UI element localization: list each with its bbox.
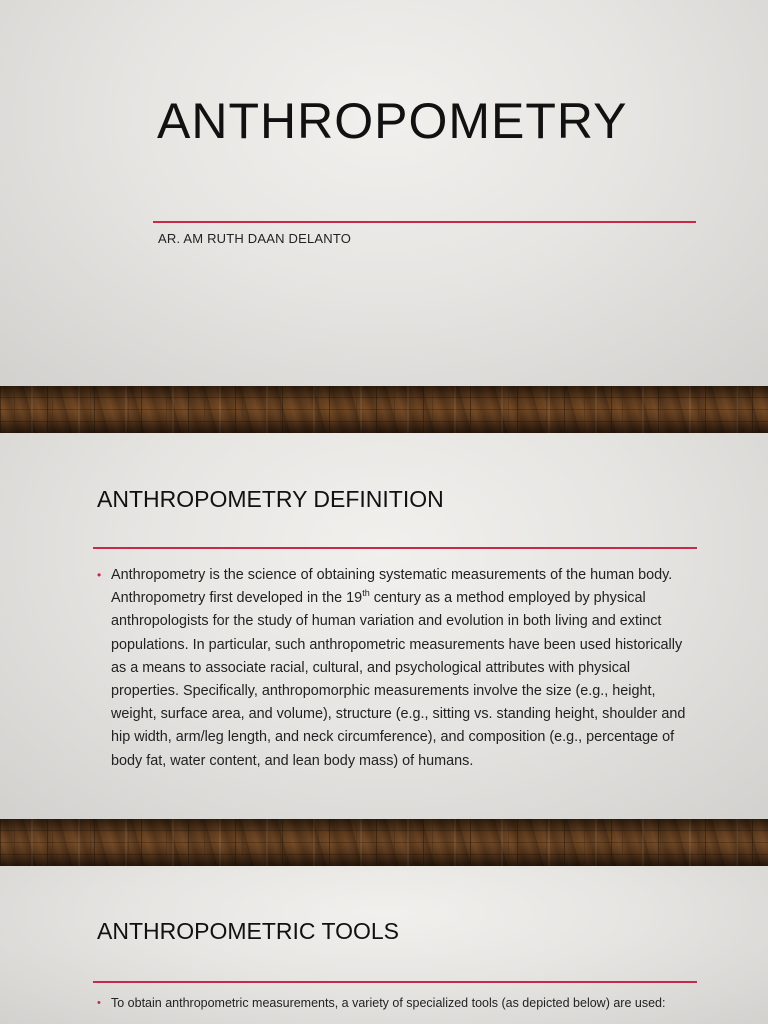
slide-title bbox=[0, 0, 768, 386]
slide-tools bbox=[0, 866, 768, 1024]
tools-text: To obtain anthropometric measurements, a variety of specialized tools (as depicted below) are used: bbox=[111, 996, 666, 1010]
author-subtitle: AR. AM RUTH DAAN DELANTO bbox=[158, 231, 352, 246]
ordinal-suffix: th bbox=[362, 588, 370, 599]
definition-text-part2: century as a method employed by physical anthropologists for the study of human variation and evolution in both living and extinct populations. In particular, such anthropometric measurements have been used historically as a means to associate racial, cultural, and psychological attributes with physical properties. Specifically, anthropomorphic measurements involve the size (e.g., height, weight, surface area, and volume), structure (e.g., sitting vs. standing height, shoulder and hip width, arm/leg length, and neck circumference), and composition (e.g., percentage of body fat, water content, and lean body mass) of humans. bbox=[111, 590, 686, 769]
tools-heading: ANTHROPOMETRIC TOOLS bbox=[97, 918, 400, 944]
tools-divider-rule bbox=[93, 981, 697, 983]
definition-heading: ANTHROPOMETRY DEFINITION bbox=[97, 486, 444, 512]
wood-floor-band-1 bbox=[0, 386, 768, 433]
definition-text-part1: Anthropometry is the science of obtaining systematic measurements of the human body. Anthropometry first developed in the 19 bbox=[111, 567, 673, 607]
definition-divider-rule bbox=[93, 547, 697, 549]
bullet-marker: • bbox=[97, 997, 101, 1009]
definition-bullet bbox=[97, 564, 697, 773]
tools-bullet bbox=[97, 993, 697, 1013]
definition-text bbox=[97, 564, 697, 773]
title-divider-rule bbox=[153, 221, 696, 223]
slide-definition bbox=[0, 433, 768, 819]
slide-title-heading: ANTHROPOMETRY bbox=[157, 93, 628, 149]
bullet-marker: • bbox=[97, 568, 102, 582]
wood-floor-band-2 bbox=[0, 819, 768, 866]
